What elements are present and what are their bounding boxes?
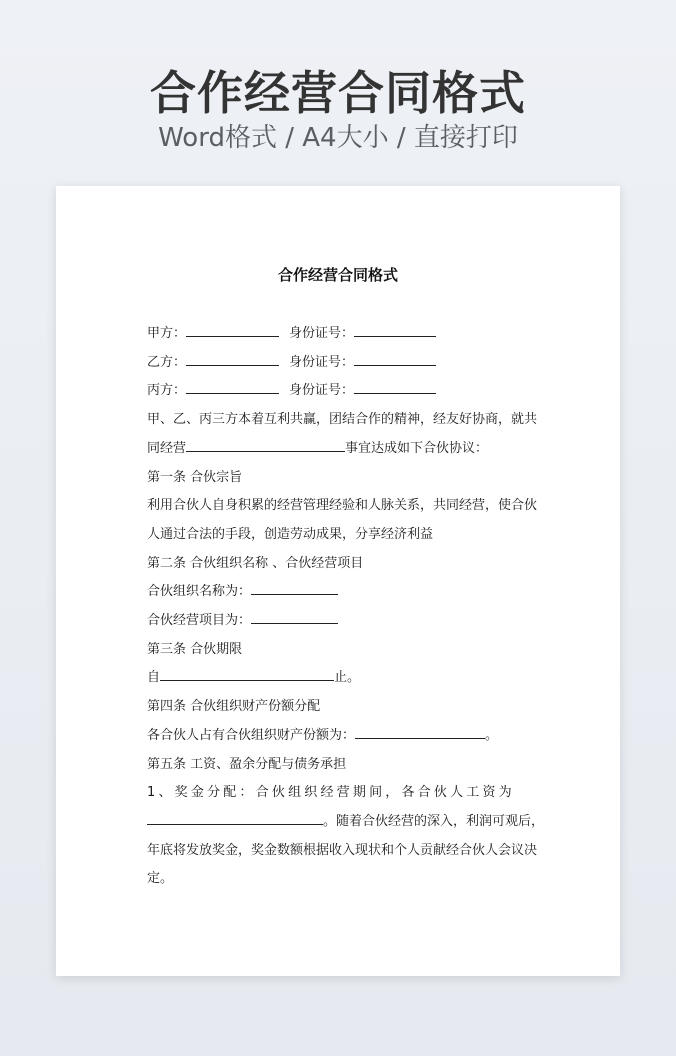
party-a-label: 甲方： xyxy=(147,326,187,341)
term-prefix: 自 xyxy=(147,670,161,686)
party-b-blank xyxy=(186,350,279,366)
banner-title: 合作经营合同格式 xyxy=(150,66,526,120)
article-2-heading: 第二条 合伙组织名称 、合伙经营项目 xyxy=(147,555,364,571)
bonus-line-4: 定。 xyxy=(147,871,174,887)
term-blank xyxy=(160,665,334,681)
bonus-line-1: 1、奖金分配：合伙组织经营期间，各合伙人工资为 xyxy=(147,785,515,801)
article-4-heading: 第四条 合伙组织财产份额分配 xyxy=(147,699,321,715)
document-title: 合作经营合同格式 xyxy=(277,266,398,284)
party-a-line xyxy=(147,320,531,349)
party-b-id-label: 身份证号： xyxy=(289,354,355,370)
bonus-line-2 xyxy=(147,808,545,837)
intro-line-2 xyxy=(147,435,531,464)
party-c-blank xyxy=(186,378,279,394)
org-name-blank xyxy=(251,579,338,595)
term-line xyxy=(147,664,531,693)
article-1-line-2: 人通过合法的手段，创造劳动成果，分享经济利益 xyxy=(147,526,434,542)
article-1-line-1: 利用合伙人自身积累的经营管理经验和人脉关系，共同经营，使合伙 xyxy=(147,498,538,514)
article-1-heading: 第一条 合伙宗旨 xyxy=(147,469,243,485)
intro-suffix: 事宜达成如下合伙协议： xyxy=(345,440,489,456)
project-blank xyxy=(251,608,338,624)
party-b-id-blank xyxy=(354,350,436,366)
document-body xyxy=(147,320,545,894)
party-a-blank xyxy=(186,321,279,337)
org-name-label: 合伙组织名称为： xyxy=(147,584,252,600)
party-c-line xyxy=(147,377,531,406)
share-suffix: 。 xyxy=(485,727,499,743)
banner-subtitle: Word格式 / A4大小 / 直接打印 xyxy=(158,123,518,153)
party-c-label: 丙方： xyxy=(147,383,187,399)
party-a-id-blank xyxy=(354,321,436,337)
bonus-line-2-suffix: 。随着合伙经营的深入，利润可观后， xyxy=(323,813,545,829)
term-suffix: 止。 xyxy=(334,670,361,686)
bonus-line-3: 年底将发放奖金，奖金数额根据收入现状和个人贡献经合伙人会议决 xyxy=(147,842,538,858)
project-label: 合伙经营项目为： xyxy=(147,613,252,629)
share-label: 各合伙人占有合伙组织财产份额为： xyxy=(147,727,356,743)
party-b-label: 乙方： xyxy=(147,354,187,370)
salary-blank xyxy=(147,809,323,825)
project-line xyxy=(147,607,531,636)
party-c-id-label: 身份证号： xyxy=(289,383,355,399)
org-name-line xyxy=(147,578,531,607)
intro-line-1: 甲、乙、丙三方本着互利共赢，团结合作的精神，经友好协商，就共 xyxy=(147,412,538,428)
business-blank xyxy=(186,436,345,452)
party-b-line xyxy=(147,349,531,378)
share-line xyxy=(147,722,531,751)
article-3-heading: 第三条 合伙期限 xyxy=(147,641,243,657)
share-blank xyxy=(355,723,485,739)
article-5-heading: 第五条 工资、盈余分配与债务承担 xyxy=(147,756,347,772)
intro-prefix: 同经营 xyxy=(147,440,187,456)
party-c-id-blank xyxy=(354,378,436,394)
party-a-id-label: 身份证号： xyxy=(289,326,355,341)
document-page xyxy=(56,186,620,976)
